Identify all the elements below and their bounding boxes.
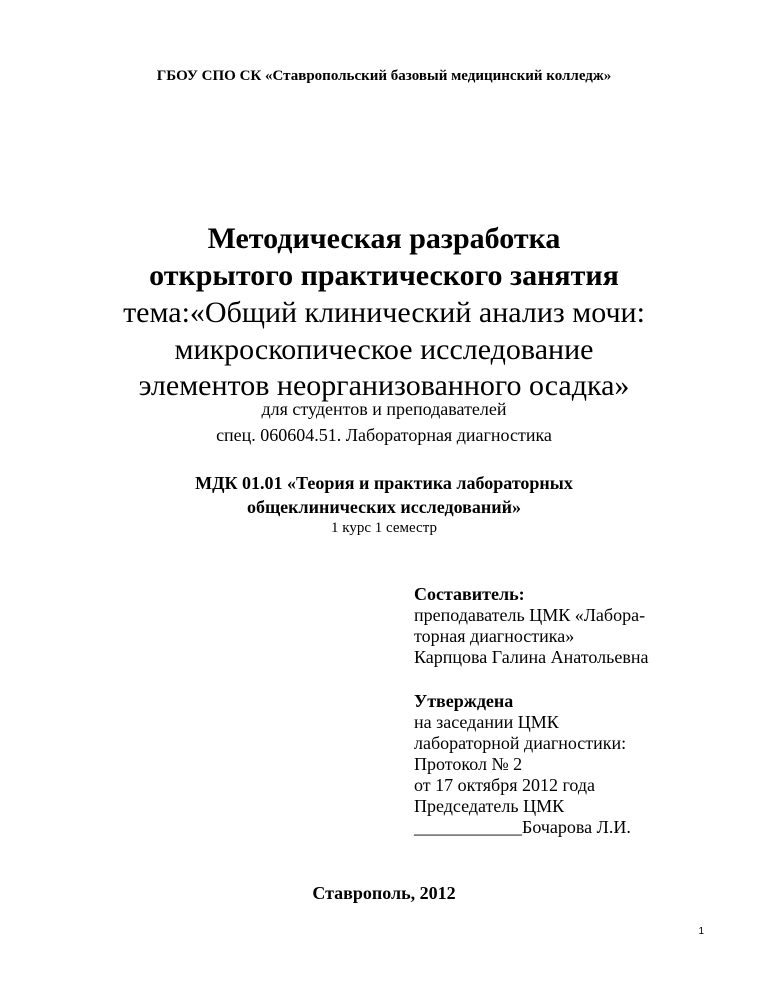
city-year: Ставрополь, 2012 bbox=[312, 883, 456, 903]
chairman-signature-line: ____________Бочарова Л.И. bbox=[414, 817, 631, 837]
chairman-title: Председатель ЦМК bbox=[414, 796, 565, 816]
approval-block bbox=[414, 691, 714, 838]
topic-line-1: тема:«Общий клинический анализ мочи: bbox=[123, 296, 645, 329]
module-line-2: общеклинических исследований» bbox=[246, 497, 522, 517]
title-line-2: открытого практического занятия bbox=[149, 259, 619, 292]
approval-line: лабораторной диагностики: bbox=[414, 733, 627, 753]
college-name: ГБОУ СПО СК «Ставропольский базовый медицинский колледж» bbox=[156, 68, 612, 84]
topic-line-2: микроскопическое исследование bbox=[174, 333, 594, 366]
compiler-line: преподаватель ЦМК «Лабора- bbox=[414, 605, 646, 625]
compiler-heading: Составитель: bbox=[414, 584, 525, 604]
compiler-block bbox=[414, 584, 714, 668]
approval-line: на заседании ЦМК bbox=[414, 712, 559, 732]
page-number: 1 bbox=[698, 926, 704, 937]
compiler-name: Карпцова Галина Анатольевна bbox=[414, 647, 649, 667]
protocol-date: от 17 октября 2012 года bbox=[414, 775, 596, 795]
approval-heading: Утверждена bbox=[414, 691, 514, 711]
title-line-1: Методическая разработка bbox=[207, 222, 561, 255]
module-line-1: МДК 01.01 «Теория и практика лабораторных bbox=[195, 473, 573, 493]
protocol-number: Протокол № 2 bbox=[414, 754, 523, 774]
course-semester: 1 курс 1 семестр bbox=[331, 520, 437, 536]
specialty-text: спец. 060604.51. Лабораторная диагностика bbox=[216, 425, 552, 445]
compiler-line: торная диагностика» bbox=[414, 626, 575, 646]
audience-text: для студентов и преподавателей bbox=[261, 399, 507, 419]
topic-line-3: элементов неорганизованного осадка» bbox=[138, 369, 630, 402]
